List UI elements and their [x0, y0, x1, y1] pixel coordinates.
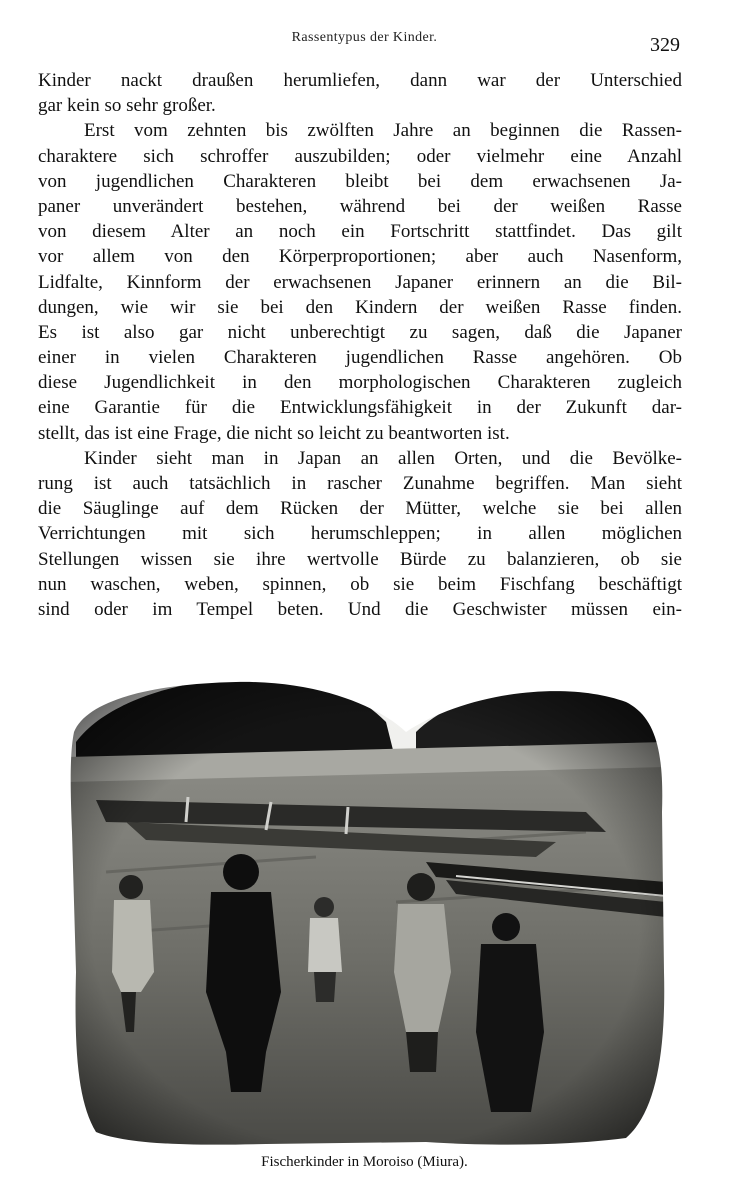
text-line: eine Garantie für die Entwicklungsfähigkeit in der Zukunft dar-	[38, 397, 682, 419]
text-line: stellt, das ist eine Frage, die nicht so leicht zu beantworten ist.	[38, 422, 510, 444]
photograph-fisher-children	[66, 672, 666, 1148]
text-line: Es ist also gar nicht unberechtigt zu sagen, daß die Japaner	[38, 321, 682, 343]
text-line: dungen, wie wir sie bei den Kindern der weißen Rasse finden.	[38, 296, 682, 318]
text-line: gar kein so sehr großer.	[38, 95, 216, 117]
body-text	[38, 68, 682, 622]
text-line: nun waschen, weben, spinnen, ob sie beim Fischfang beschäftigt	[38, 573, 682, 595]
text-line: paner unverändert bestehen, während bei der weißen Rasse	[38, 195, 682, 217]
text-line: sind oder im Tempel beten. Und die Geschwister müssen ein-	[38, 598, 682, 620]
text-line: diese Jugendlichkeit in den morphologischen Charakteren zugleich	[38, 372, 682, 394]
page-number: 329	[650, 34, 680, 56]
text-line: von jugendlichen Charakteren bleibt bei dem erwachsenen Ja-	[38, 170, 682, 192]
text-line: Kinder sieht man in Japan an allen Orten, und die Bevölke-	[84, 447, 682, 469]
text-line: Verrichtungen mit sich herumschleppen; in allen möglichen	[38, 523, 682, 545]
text-line: charaktere sich schroffer auszubilden; oder vielmehr eine Anzahl	[38, 145, 682, 167]
text-line: vor allem von den Körperproportionen; aber auch Nasenform,	[38, 246, 682, 268]
figure-caption: Fischerkinder in Moroiso (Miura).	[261, 1154, 468, 1170]
text-line: rung ist auch tatsächlich in rascher Zunahme begriffen. Man sieht	[38, 473, 682, 494]
text-line: Stellungen wissen sie ihre wertvolle Bürde zu balanzieren, ob sie	[38, 548, 682, 570]
text-line: von diesem Alter an noch ein Fortschritt stattfindet. Das gilt	[38, 221, 682, 243]
text-line: die Säuglinge auf dem Rücken der Mütter, welche sie bei allen	[38, 498, 682, 520]
text-line: Erst vom zehnten bis zwölften Jahre an beginnen die Rassen-	[84, 120, 682, 142]
running-head: Rassentypus der Kinder.	[291, 30, 438, 45]
text-line: einer in vielen Charakteren jugendlichen Rasse angehören. Ob	[38, 347, 682, 369]
text-line: Kinder nackt draußen herumliefen, dann war der Unterschied	[38, 70, 682, 91]
text-line: Lidfalte, Kinnform der erwachsenen Japaner erinnern an die Bil-	[38, 271, 682, 293]
